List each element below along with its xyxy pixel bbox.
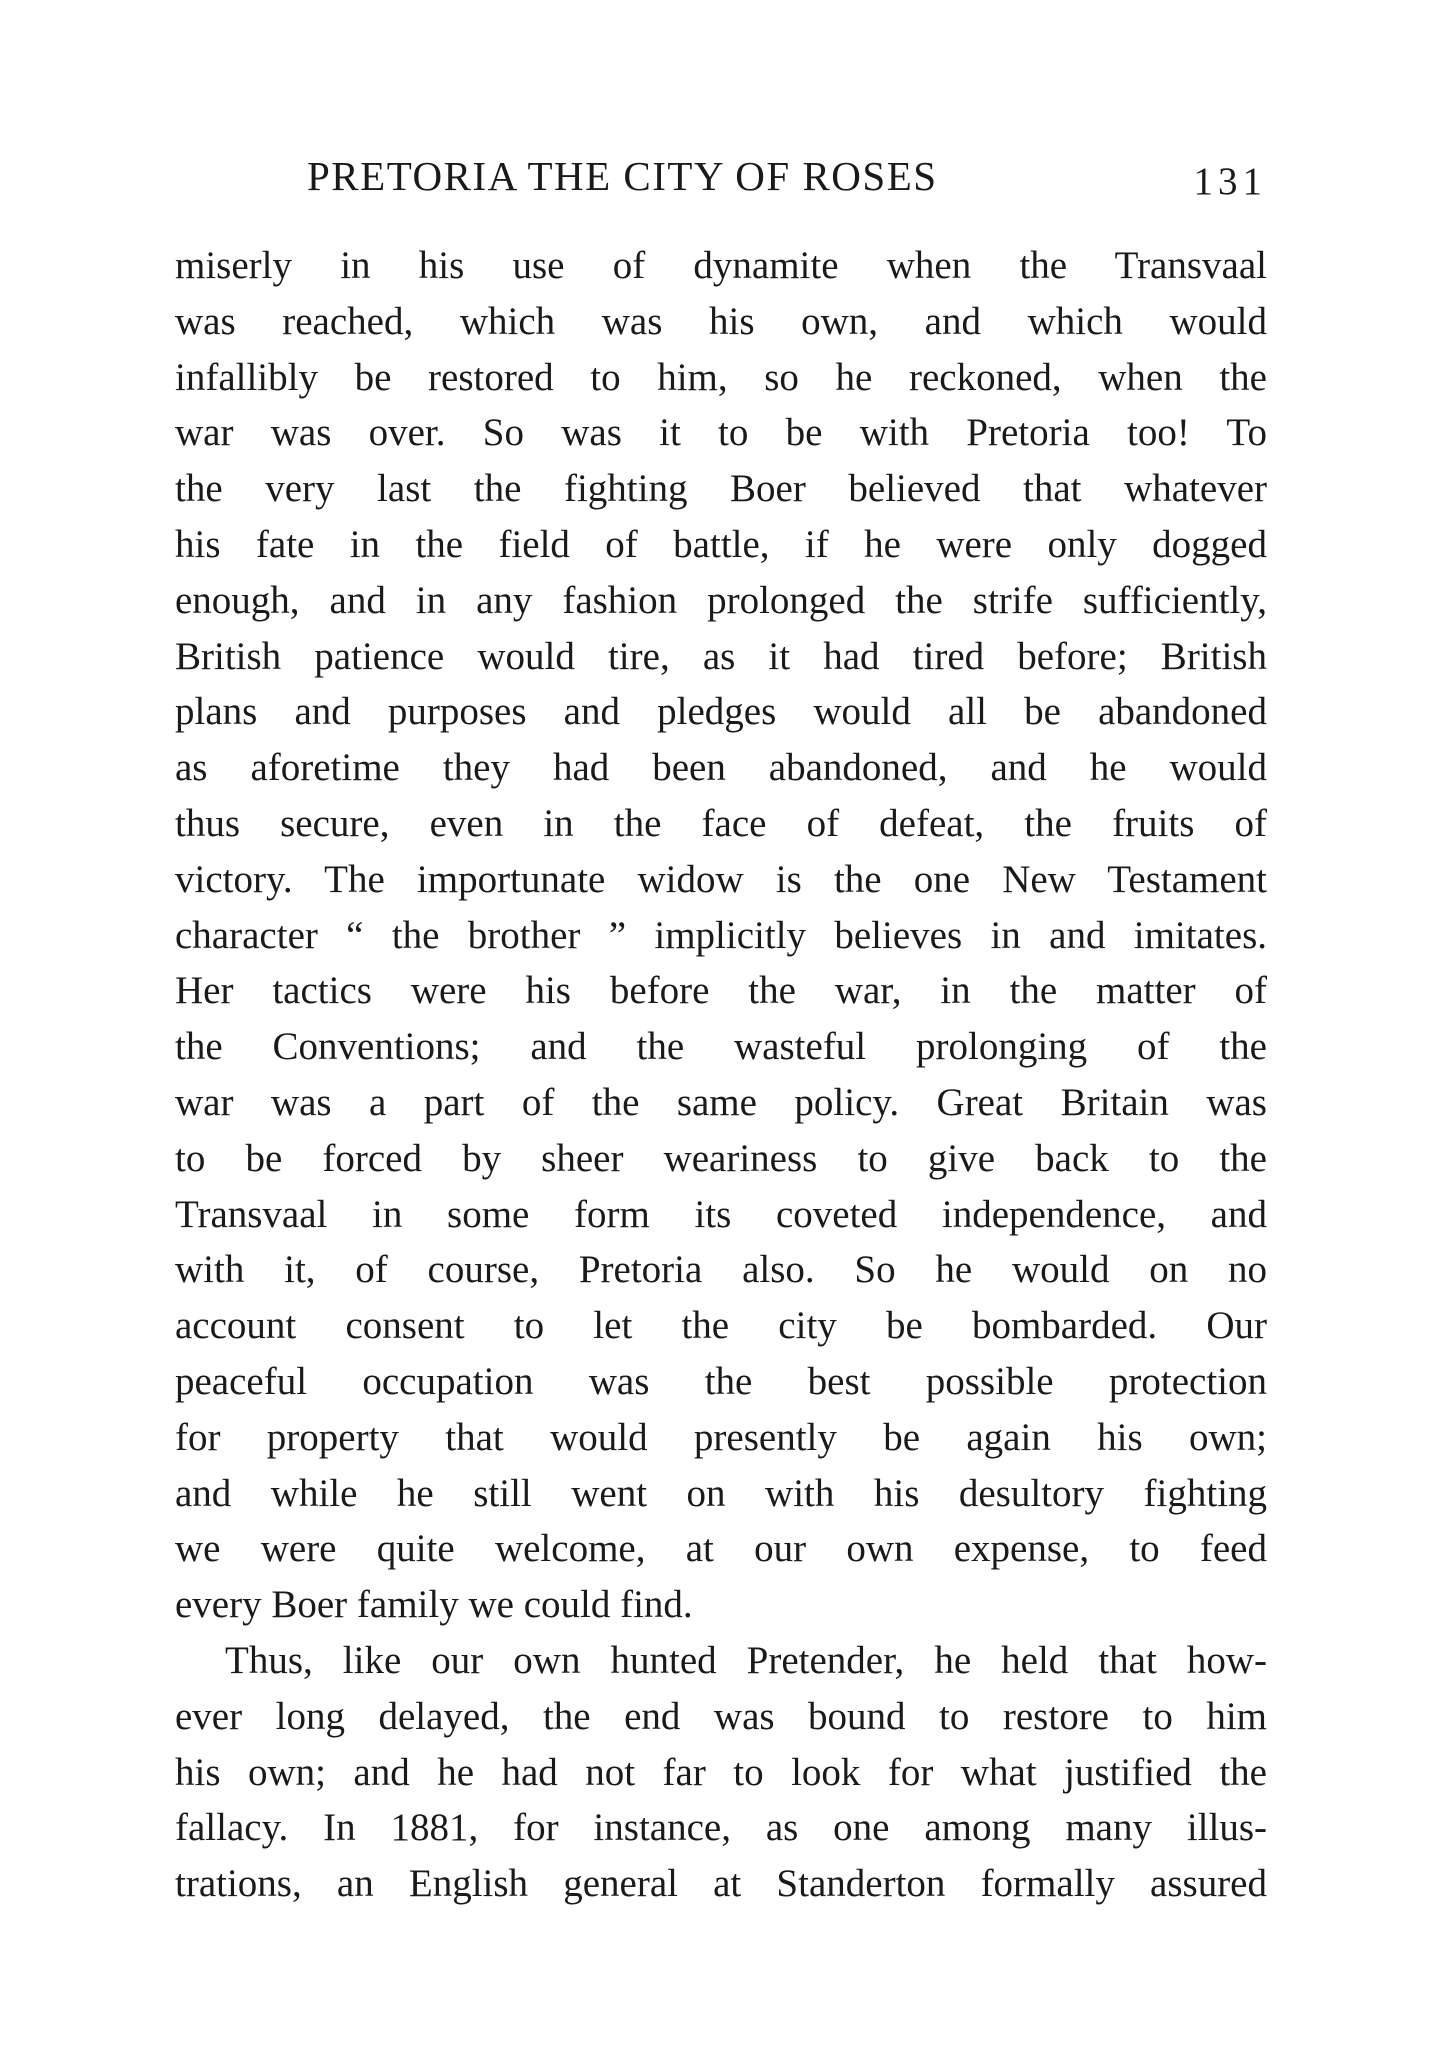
text-line: account consent to let the city be bombarded. Our (175, 1304, 1267, 1348)
text-line: with it, of course, Pretoria also. So he would on no (175, 1248, 1267, 1292)
text-line: trations, an English general at Standerton formally assured (175, 1862, 1267, 1906)
text-line: his own; and he had not far to look for what justified the (175, 1750, 1267, 1794)
text-line: peaceful occupation was the best possible protection (175, 1359, 1267, 1403)
text-line: character “ the brother ” implicitly believes in and imitates. (175, 913, 1267, 957)
text-line: to be forced by sheer weariness to give back to the (175, 1136, 1267, 1180)
text-line: the Conventions; and the wasteful prolonging of the (175, 1025, 1267, 1069)
text-line: we were quite welcome, at our own expense, to feed (175, 1527, 1267, 1571)
body-text (175, 238, 1267, 1912)
text-line: victory. The importunate widow is the one New Testament (175, 857, 1267, 901)
text-line: enough, and in any fashion prolonged the strife sufficiently, (175, 578, 1267, 622)
text-line: fallacy. In 1881, for instance, as one among many illus- (175, 1806, 1267, 1850)
text-line: Thus, like our own hunted Pretender, he held that how- (225, 1638, 1267, 1682)
text-line: every Boer family we could find. (175, 1583, 693, 1627)
text-line: ever long delayed, the end was bound to restore to him (175, 1694, 1267, 1738)
running-title: PRETORIA THE CITY OF ROSES (307, 153, 938, 199)
running-head (175, 148, 1267, 204)
text-line: and while he still went on with his desultory fighting (175, 1471, 1267, 1515)
page-number: 131 (1193, 160, 1267, 203)
text-line: as aforetime they had been abandoned, and he would (175, 746, 1267, 790)
text-line: infallibly be restored to him, so he reckoned, when the (175, 355, 1267, 399)
text-line: Transvaal in some form its coveted independence, and (175, 1192, 1267, 1236)
text-line: British patience would tire, as it had tired before; British (175, 634, 1267, 678)
text-line: miserly in his use of dynamite when the Transvaal (175, 244, 1267, 287)
text-line: was reached, which was his own, and which would (175, 299, 1267, 343)
text-line: for property that would presently be again his own; (175, 1415, 1267, 1459)
text-line: war was over. So was it to be with Pretoria too! To (175, 411, 1267, 455)
paragraph (175, 238, 1267, 1633)
text-line: plans and purposes and pledges would all be abandoned (175, 690, 1267, 734)
text-line: thus secure, even in the face of defeat, the fruits of (175, 801, 1267, 845)
text-line: his fate in the field of battle, if he were only dogged (175, 522, 1267, 566)
text-line: the very last the fighting Boer believed that whatever (175, 467, 1267, 511)
paragraph (175, 1633, 1267, 1912)
text-line: war was a part of the same policy. Great Britain was (175, 1080, 1267, 1124)
text-line: Her tactics were his before the war, in the matter of (175, 969, 1267, 1013)
